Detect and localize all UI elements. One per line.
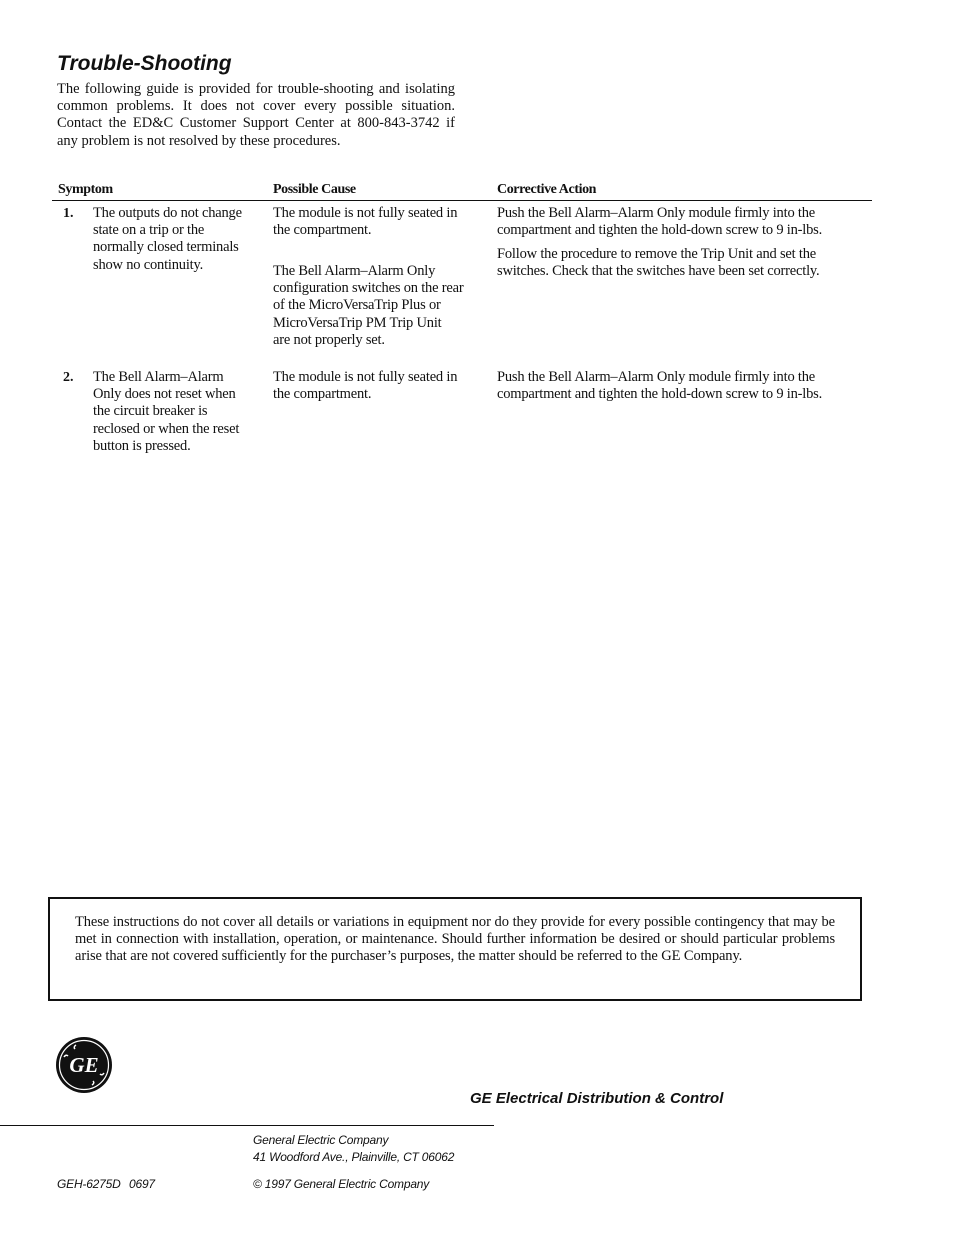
intro-paragraph: The following guide is provided for trouble-shooting and isolating common problems. It does not cover every possible situation. Contact the ED&C Customer Support Center at 800-843-3742 if any problem is not resolved by these procedures. — [57, 81, 455, 149]
row-2-cause-1: The module is not fully seated in the compartment. — [273, 369, 458, 403]
row-2-action-1: Push the Bell Alarm–Alarm Only module firmly into the compartment and tighten the hold-down screw to 9 in-lbs. — [497, 369, 823, 403]
table-header-rule — [52, 200, 872, 201]
disclaimer-box — [48, 897, 862, 1001]
footer-rule — [0, 1125, 494, 1126]
header-corrective-action: Corrective Action — [497, 182, 597, 197]
doc-number: GEH-6275D — [57, 1177, 121, 1191]
company-name: General Electric Company — [253, 1133, 389, 1147]
row-1-cause-2: The Bell Alarm–Alarm Only configuration switches on the rear of the MicroVersaTrip Plus or MicroVersaTrip PM Trip Unit are not properly set. — [273, 263, 464, 348]
disclaimer-text: These instructions do not cover all details or variations in equipment nor do they provide for every possible contingency that may be met in connection with installation, operation, or maintenance. Should further information be desired or should particular problems arise that are not covered sufficiently for the purchaser’s purposes, the matter should be referred to the GE Company. — [75, 914, 835, 965]
row-1-number: 1. — [63, 206, 74, 221]
logo-lettering: GE — [69, 1053, 99, 1077]
page-title: Trouble-Shooting — [57, 52, 232, 75]
row-1-action-2: Follow the procedure to remove the Trip Unit and set the switches. Check that the switches have been set correctly. — [497, 246, 820, 280]
row-1-action-1: Push the Bell Alarm–Alarm Only module firmly into the compartment and tighten the hold-down screw to 9 in-lbs. — [497, 205, 823, 239]
copyright: © 1997 General Electric Company — [253, 1177, 430, 1191]
row-1-cause-1: The module is not fully seated in the compartment. — [273, 205, 458, 239]
division-name: GE Electrical Distribution & Control — [470, 1090, 724, 1107]
ge-logo-icon — [55, 1036, 113, 1094]
row-2-number: 2. — [63, 370, 74, 385]
row-2-symptom: The Bell Alarm–Alarm Only does not reset when the circuit breaker is reclosed or when the reset button is pressed. — [93, 369, 240, 454]
row-1-symptom: The outputs do not change state on a trip or the normally closed terminals show no continuity. — [93, 205, 242, 273]
header-symptom: Symptom — [58, 182, 113, 197]
doc-date: 0697 — [129, 1177, 155, 1191]
header-possible-cause: Possible Cause — [273, 182, 356, 197]
company-address: 41 Woodford Ave., Plainville, CT 06062 — [253, 1150, 455, 1164]
